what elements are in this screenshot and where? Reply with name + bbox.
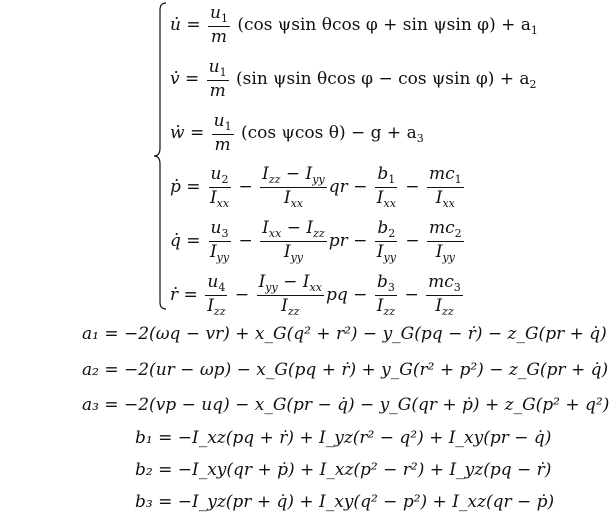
- fraction-inertia-diff: $\frac{I_{yy} - I_{xx}}{I_{zz}}$: [258, 272, 322, 319]
- fraction-mc1-over-ixx: $\frac{mc_1}{I_{xx}}$: [428, 164, 462, 211]
- equation-r-dot: r . = $\frac{u_4}{I_{zz}}$ − $\frac{I_{yy} - I_{xx}}{I_{zz}}$ pq − $\frac{b_3}{I_{zz}}$ − $\frac{mc_3}{I_{zz}}$: [170, 273, 465, 318]
- fraction-b2-over-iyy: $\frac{b_2}{I_{yy}}$: [376, 218, 396, 265]
- lhs-q: q .: [170, 233, 181, 250]
- fraction-b3-over-izz: $\frac{b_3}{I_{zz}}$: [376, 272, 396, 319]
- fraction-u2-over-ixx: $\frac{u_2}{I_{xx}}$: [209, 164, 230, 211]
- lhs-r: r .: [170, 287, 178, 304]
- fraction-u1-over-m: $\frac{u_1}{m}$: [213, 111, 232, 156]
- definition-a2: a₂ = −2(ur − ωp) − x_G(pq + ṙ) + y_G(r² + p²) − z_G(pr + q̇): [82, 360, 609, 380]
- fraction-u4-over-izz: $\frac{u_4}{I_{zz}}$: [207, 272, 226, 319]
- fraction-inertia-diff: $\frac{I_{zz} - I_{yy}}{I_{xx}}$: [262, 164, 325, 211]
- equation-w-dot: w . = $\frac{u_1}{m}$ (cos ψcos $\theta) - g + a_3$: [170, 112, 424, 155]
- fraction-u3-over-iyy: $\frac{u_3}{I_{yy}}$: [209, 218, 230, 265]
- definition-b2: b₂ = −I_xy(qr + ṗ) + I_xz(p² − r²) + I_yz(pq − ṙ): [135, 460, 552, 480]
- fraction-u1-over-m: $\frac{u_1}{m}$: [210, 3, 228, 48]
- equation-u-dot: u . = $\frac{u_1}{m}$ (cos ψsin θcos φ + sin ψsin $\varphi) + a_1$: [170, 4, 538, 47]
- definition-b1: b₁ = −I_xz(pq + ṙ) + I_yz(r² − q²) + I_xy(pr − q̇): [135, 428, 552, 448]
- definition-a1: a₁ = −2(ωq − vr) + x_G(q² + r²) − y_G(pq − ṙ) − z_G(pr + q̇): [82, 324, 607, 344]
- definition-b3: b₃ = −I_yz(pr + q̇) + I_xy(q² − p²) + I_xz(qr − ṗ): [135, 492, 555, 512]
- system-brace: [153, 2, 167, 310]
- lhs-w: w .: [170, 125, 185, 142]
- definition-a3: a₃ = −2(vp − uq) − x_G(pr − q̇) − y_G(qr + ṗ) + z_G(p² + q²): [82, 395, 610, 415]
- rhs-u: (cos ψsin θcos φ + sin ψsin φ) + a: [237, 14, 531, 35]
- lhs-p: p .: [170, 179, 181, 196]
- equation-v-dot: v . = $\frac{u_1}{m}$ (sin ψsin θcos φ − cos ψsin $\varphi) + a_2$: [170, 58, 537, 101]
- fraction-mc2-over-iyy: $\frac{mc_2}{I_{yy}}$: [428, 218, 462, 265]
- fraction-u1-over-m: $\frac{u_1}{m}$: [208, 57, 227, 102]
- equation-p-dot: p . = $\frac{u_2}{I_{xx}}$ − $\frac{I_{zz} - I_{yy}}{I_{xx}}$ qr − $\frac{b_1}{I_{xx}}$ − $\frac{mc_1}{I_{xx}}$: [170, 165, 466, 210]
- lhs-v: v .: [170, 71, 180, 88]
- fraction-b1-over-ixx: $\frac{b_1}{I_{xx}}$: [376, 164, 396, 211]
- fraction-inertia-diff: $\frac{I_{xx} - I_{zz}}{I_{yy}}$: [262, 218, 325, 265]
- equation-q-dot: q . = $\frac{u_3}{I_{yy}}$ − $\frac{I_{xx} - I_{zz}}{I_{yy}}$ pr − $\frac{b_2}{I_{yy}}$ − $\frac{mc_2}{I_{yy}}$: [170, 219, 466, 264]
- rhs-w: (cos ψcos θ) − g + a: [240, 122, 417, 143]
- lhs-u: u .: [170, 17, 181, 34]
- fraction-mc3-over-izz: $\frac{mc_3}{I_{zz}}$: [428, 272, 461, 319]
- rhs-v: (sin ψsin θcos φ − cos ψsin φ) + a: [236, 68, 530, 89]
